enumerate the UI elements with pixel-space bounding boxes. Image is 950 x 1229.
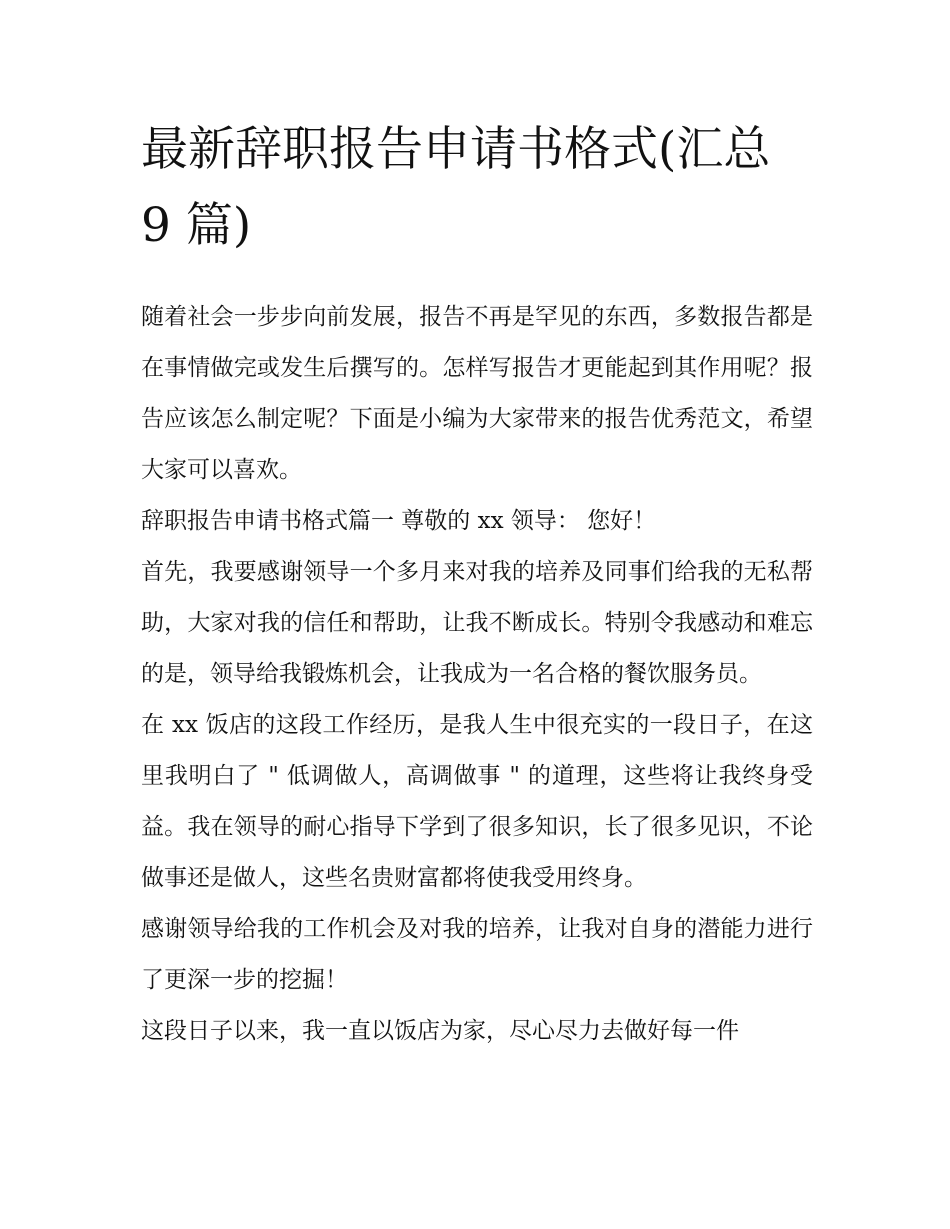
- body-paragraph: 这段日子以来，我一直以饭店为家，尽心尽力去做好每一件: [141, 1018, 739, 1044]
- body-paragraph: 感谢领导给我的工作机会及对我的培养，让我对自身的潜能力进行了更深一步的挖掘！: [141, 916, 813, 993]
- salutation-paragraph: 辞职报告申请书格式篇一 尊敬的 xx 领导： 您好！: [141, 508, 657, 534]
- document-body: [141, 112, 813, 1057]
- body-paragraph: 在 xx 饭店的这段工作经历，是我人生中很充实的一段日子，在这里我明白了 " 低调做人，高调做事 " 的道理，这些将让我终身受益。我在领导的耐心指导下学到了很多知识，长了很多见识，不论做事还是做人，这些名贵财富都将使我受用终身。: [141, 712, 813, 891]
- intro-paragraph: 随着社会一步步向前发展，报告不再是罕见的东西，多数报告都是在事情做完或发生后撰写的。怎样写报告才更能起到其作用呢？报告应该怎么制定呢？下面是小编为大家带来的报告优秀范文，希望大家可以喜欢。: [141, 304, 813, 483]
- body-paragraph: 首先，我要感谢领导一个多月来对我的培养及同事们给我的无私帮助，大家对我的信任和帮助，让我不断成长。特别令我感动和难忘的是，领导给我锻炼机会，让我成为一名合格的餐饮服务员。: [141, 559, 813, 687]
- document-title: 最新辞职报告申请书格式(汇总 9 篇): [141, 122, 771, 253]
